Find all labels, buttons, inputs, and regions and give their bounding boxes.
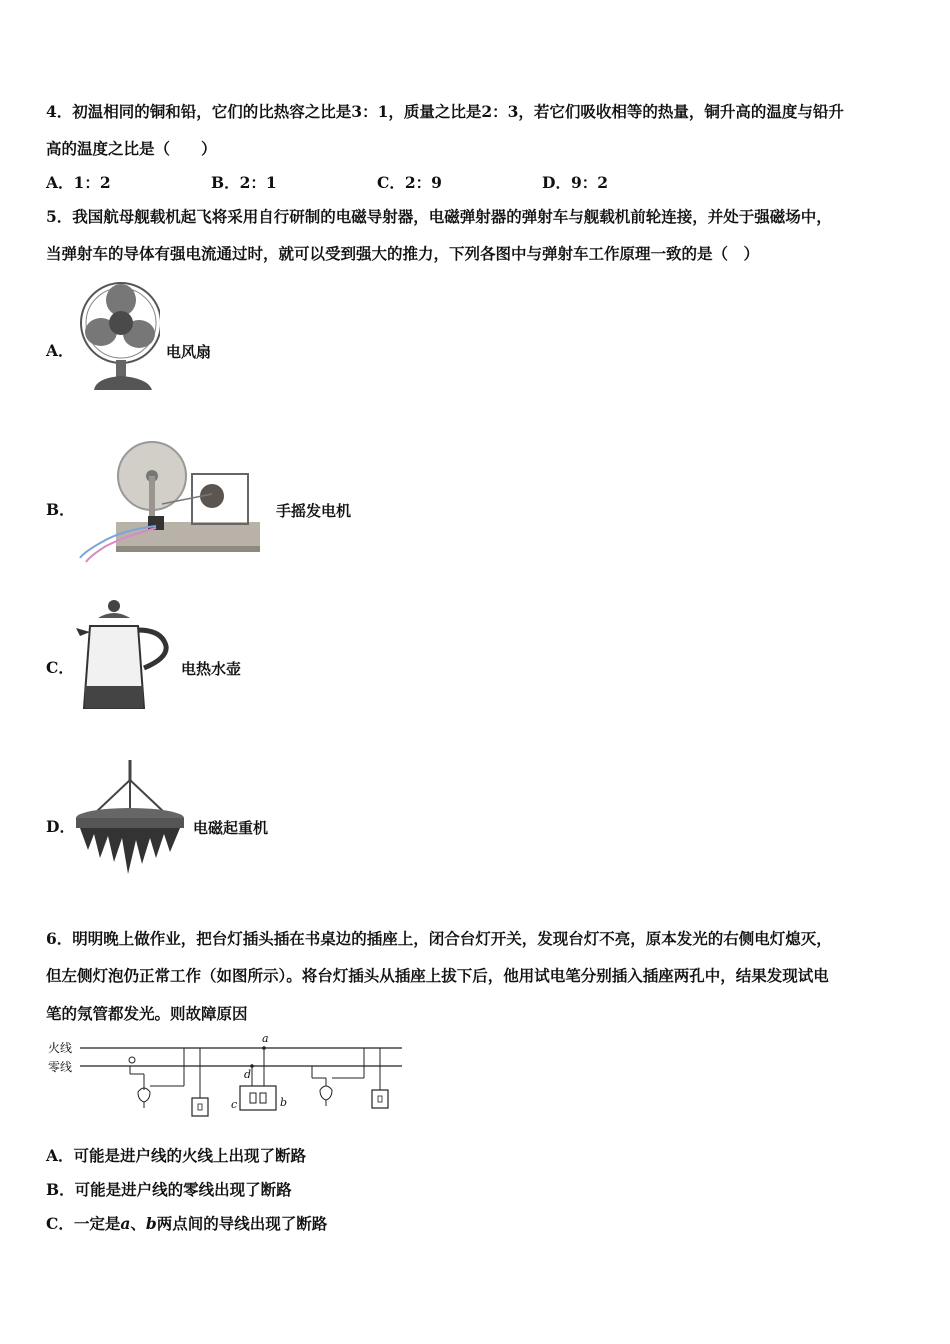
option-key: B． <box>46 1180 75 1199</box>
option-text-post: 两点间的导线出现了断路 <box>156 1214 328 1233</box>
live-wire-label: 火线 <box>48 1041 73 1055</box>
q6-option-c[interactable] <box>46 1214 327 1234</box>
option-text: 2：1 <box>239 173 277 192</box>
q6-stem-line3: 笔的氖管都发光。则故障原因 <box>46 1004 248 1023</box>
q6-stem-line2: 但左侧灯泡仍正常工作（如图所示）。将台灯插头从插座上拔下后，他用试电笔分别插入插座两孔中，结果发现试电 <box>46 966 829 985</box>
point-b-ref: b <box>145 1214 157 1233</box>
crane-icon <box>70 754 190 886</box>
q4-option-c[interactable] <box>377 173 442 193</box>
generator-icon <box>72 434 268 570</box>
q5-stem-line1: 5．我国航母舰载机起飞将采用自行研制的电磁导射器，电磁弹射器的弹射车与舰载机前轮连接，并处于强磁场中， <box>46 207 832 226</box>
q5-option-c-key[interactable]: C． <box>46 658 74 677</box>
q6-option-a[interactable] <box>46 1146 306 1166</box>
option-text: 可能是进户线的火线上出现了断路 <box>73 1146 307 1165</box>
q6-stem-line1: 6．明明晚上做作业，把台灯插头插在书桌边的插座上，闭合台灯开关，发现台灯不亮，原本发光的右侧电灯熄灭， <box>46 929 832 948</box>
point-a-label: a <box>262 1032 269 1045</box>
option-text: 1：2 <box>73 173 111 192</box>
q6-option-b[interactable] <box>46 1180 292 1200</box>
q4-stem-line2: 高的温度之比是（ ） <box>46 139 217 158</box>
point-c-label: c <box>231 1098 238 1111</box>
option-key: C． <box>46 1214 74 1233</box>
q4-option-b[interactable] <box>211 173 277 193</box>
option-text: 可能是进户线的零线出现了断路 <box>74 1180 292 1199</box>
point-a-ref: a <box>120 1214 131 1233</box>
q5-option-a-key[interactable]: A． <box>46 341 74 360</box>
option-text-pre: 一定是 <box>73 1214 121 1233</box>
point-d-label: d <box>244 1068 252 1081</box>
option-key: A． <box>46 173 74 192</box>
q5-option-b-key[interactable]: B． <box>46 500 75 519</box>
q4-stem-line1: 4．初温相同的铜和铅，它们的比热容之比是3：1，质量之比是2：3，若它们吸收相等的热量，铜升高的温度与铅升 <box>46 102 844 121</box>
q4-option-a[interactable] <box>46 173 111 193</box>
option-key: D． <box>542 173 571 192</box>
option-key: B． <box>211 173 240 192</box>
kettle-icon <box>72 596 178 722</box>
circuit-diagram <box>44 1034 406 1124</box>
fan-icon <box>76 278 160 406</box>
q4-option-d[interactable] <box>542 173 608 193</box>
q5-option-c-caption: 电热水壶 <box>181 660 242 678</box>
option-text: 9：2 <box>570 173 609 192</box>
option-key: A． <box>46 1146 74 1165</box>
q5-option-d-key[interactable]: D． <box>46 817 75 836</box>
option-text: 2：9 <box>404 173 442 192</box>
q5-option-d-caption: 电磁起重机 <box>193 819 269 837</box>
point-b-label: b <box>280 1096 288 1109</box>
option-text-sep: 、 <box>130 1214 146 1233</box>
q5-option-b-caption: 手摇发电机 <box>276 502 352 520</box>
q5-stem-line2: 当弹射车的导体有强电流通过时，就可以受到强大的推力，下列各图中与弹射车工作原理一致的是（ ） <box>46 244 760 263</box>
neutral-wire-label: 零线 <box>48 1060 73 1074</box>
option-key: C． <box>377 173 405 192</box>
q5-option-a-caption: 电风扇 <box>166 343 212 361</box>
